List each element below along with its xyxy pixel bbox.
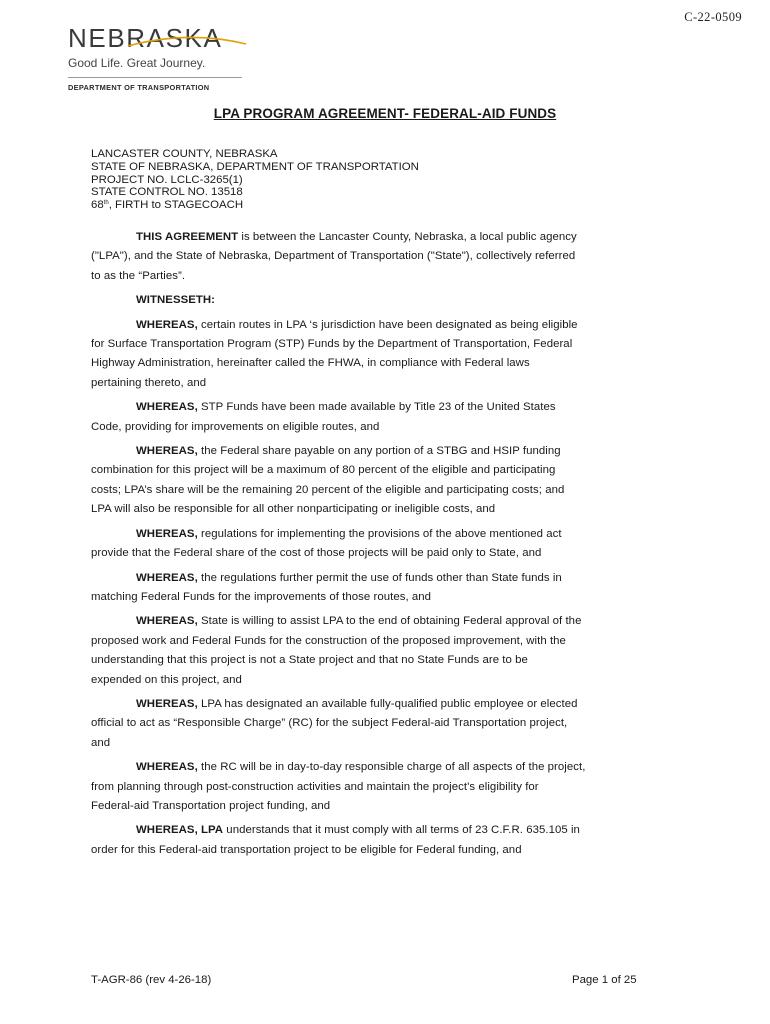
location-ordinal: th — [103, 200, 109, 207]
document-number: C-22-0509 — [684, 10, 742, 24]
project-number: PROJECT NO. LCLC-3265(1) — [91, 173, 243, 186]
whereas-label: WHEREAS, — [136, 318, 198, 331]
state-line: STATE OF NEBRASKA, DEPARTMENT OF TRANSPORTATION — [91, 160, 419, 173]
whereas-clause: WHEREAS, certain routes in LPA ‘s jurisdiction have been designated as being eligible for Surface Transportation Program (STP) Funds by the Department of Transportation, Federal Highway Administration, hereinafter called the FHWA, in compliance with Federal laws pertaining thereto, and — [91, 318, 578, 389]
whereas-clause: WHEREAS, LPA has designated an available fully-qualified public employee or elected official to act as “Responsible Charge” (RC) for the subject Federal-aid Transportation project, and — [91, 697, 578, 749]
logo-wordmark: NEBRASKA — [68, 23, 223, 53]
witnesseth-heading: WITNESSETH: — [136, 294, 216, 307]
whereas-clause: WHEREAS, STP Funds have been made available by Title 23 of the United States Code, providing for improvements on eligible routes, and — [91, 401, 556, 433]
whereas-clauses — [91, 316, 681, 861]
document-title: LPA PROGRAM AGREEMENT- FEDERAL-AID FUNDS — [213, 106, 557, 121]
whereas-label: WHEREAS, LPA — [136, 824, 224, 837]
ndot-logo — [68, 24, 258, 92]
project-header — [91, 148, 419, 212]
intro-paragraph: THIS AGREEMENT is between the Lancaster County, Nebraska, a local public agency ("LPA"), and the State of Nebraska, Department of Transportation ("State"), collectively referred to as the “Parties”. — [91, 231, 577, 282]
location-text: , FIRTH to STAGECOACH — [108, 199, 244, 212]
intro-bold: THIS AGREEMENT — [136, 231, 239, 243]
whereas-label: WHEREAS, — [136, 571, 198, 584]
form-number: T-AGR-86 (rev 4-26-18) — [91, 974, 212, 986]
whereas-label: WHEREAS, — [136, 527, 198, 540]
control-number: STATE CONTROL NO. 13518 — [91, 186, 243, 199]
whereas-clause: WHEREAS, regulations for implementing the provisions of the above mentioned act provide that the Federal share of the cost of those projects will be paid only to State, and — [91, 527, 562, 560]
whereas-clause: WHEREAS, the regulations further permit the use of funds other than State funds in matching Federal Funds for the improvements of those routes, and — [91, 571, 562, 603]
whereas-label: WHEREAS, — [136, 697, 198, 710]
whereas-label: WHEREAS, — [136, 615, 198, 628]
county-line: LANCASTER COUNTY, NEBRASKA — [91, 148, 278, 160]
whereas-label: WHEREAS, — [136, 401, 198, 414]
logo-department: DEPARTMENT OF TRANSPORTATION — [68, 83, 210, 92]
page-number: Page 1 of 25 — [572, 974, 637, 986]
project-location — [91, 199, 419, 212]
location-number: 68 — [91, 199, 104, 212]
whereas-clause: WHEREAS, State is willing to assist LPA to the end of obtaining Federal approval of the proposed work and Federal Funds for the construction of the proposed improvement, with the understanding that this project is not a State project and that no State Funds are to be expended on this project, and — [91, 615, 582, 686]
logo-divider — [68, 77, 242, 78]
agreement-body — [91, 228, 681, 865]
whereas-clause: WHEREAS, LPA understands that it must comply with all terms of 23 C.F.R. 635.105 in order for this Federal-aid transportation project to be eligible for Federal funding, and — [91, 824, 580, 856]
logo-tagline: Good Life. Great Journey. — [68, 56, 206, 70]
whereas-clause: WHEREAS, the RC will be in day-to-day responsible charge of all aspects of the project, from planning through post-construction activities and maintain the project’s eligibility for Federal-aid Transportation project funding, and — [91, 761, 586, 812]
whereas-label: WHEREAS, — [136, 445, 198, 458]
logo-swoosh-icon — [68, 32, 258, 56]
whereas-clause: WHEREAS, the Federal share payable on any portion of a STBG and HSIP funding combination for this project will be a maximum of 80 percent of the eligible and participating costs; LPA’s share will be the remaining 20 percent of the eligible and participating costs; and LPA will also be responsible for all other nonparticipating or ineligible costs, and — [91, 445, 565, 516]
whereas-label: WHEREAS, — [136, 761, 198, 774]
